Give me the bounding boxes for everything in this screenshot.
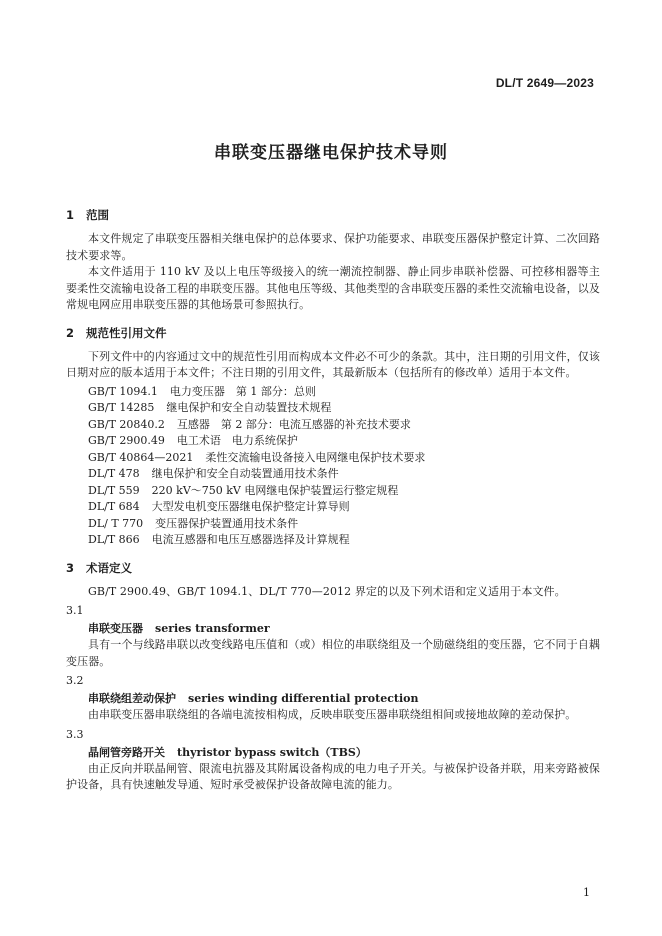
reference-code: DL/T 684	[88, 500, 140, 513]
reference-item	[88, 433, 600, 450]
reference-code: DL/T 478	[88, 467, 140, 480]
term-number: 3.2	[66, 674, 84, 687]
term-number: 3.1	[66, 604, 84, 617]
section-number: 1	[66, 208, 75, 222]
reference-title: 继电保护和安全自动装置技术规程	[166, 401, 332, 414]
reference-title: 电力变压器 第 1 部分：总则	[169, 384, 316, 398]
term-definition: 由正反向并联晶闸管、限流电抗器及其附属设备构成的电力电子开关。与被保护设备并联，用来旁路被保护设备，具有快速触发导通、短时承受被保护设备故障电流的能力。	[66, 761, 600, 791]
reference-code: DL/T 559	[88, 483, 140, 497]
reference-title: 大型发电机变压器继电保护整定计算导则	[151, 500, 350, 513]
section-title: 术语定义	[86, 560, 132, 575]
term-zh: 串联变压器	[88, 622, 143, 635]
reference-title: 电工术语 电力系统保护	[176, 434, 298, 447]
section-number: 3	[66, 560, 75, 575]
reference-code: GB/T 14285	[88, 401, 155, 414]
reference-code: GB/T 40864—2021	[88, 450, 194, 464]
scope-paragraph-2: 本文件适用于 110 kV 及以上电压等级接入的统一潮流控制器、静止同步串联补偿器、可控移相器等主要柔性交流输电设备工程的串联变压器。其他电压等级、其他类型的含串联变压器的柔性交流输电设备，以及常规电网应用串联变压器的其他场景可参照执行。	[66, 265, 600, 311]
reference-item	[88, 499, 600, 516]
reference-item	[88, 532, 600, 549]
reference-item	[88, 483, 600, 500]
reference-code: GB/T 20840.2	[88, 417, 165, 431]
section-title: 范围	[86, 208, 109, 222]
reference-title: 电流互感器和电压互感器选择及计算规程	[151, 533, 350, 546]
term-en: series transformer	[155, 622, 270, 635]
standard-code: DL/T 2649—2023	[495, 76, 594, 90]
term-number: 3.3	[66, 727, 84, 741]
terms-intro: GB/T 2900.49、GB/T 1094.1、DL/T 770—2012 界定的以及下列术语和定义适用于本文件。	[88, 584, 566, 598]
references-intro: 下列文件中的内容通过文中的规范性引用而构成本文件必不可少的条款。其中，注日期的引用文件，仅该日期对应的版本适用于本文件；不注日期的引用文件，其最新版本（包括所有的修改单）适用于本文件。	[66, 349, 600, 379]
term-definition: 由串联变压器串联绕组的各端电流按相构成，反映串联变压器串联绕组相间或接地故障的差动保护。	[88, 708, 577, 721]
term-zh: 串联绕组差动保护	[88, 692, 176, 705]
term-title	[88, 620, 600, 637]
reference-item	[88, 384, 600, 401]
section-3-heading	[66, 559, 600, 577]
reference-item	[88, 450, 600, 467]
section-2-heading	[66, 324, 600, 342]
scope-paragraph-1: 本文件规定了串联变压器相关继电保护的总体要求、保护功能要求、串联变压器保护整定计算、二次回路技术要求等。	[66, 232, 600, 262]
page-number: 1	[583, 886, 590, 899]
reference-code: GB/T 1094.1	[88, 384, 158, 398]
document-body	[66, 206, 600, 794]
term-title	[88, 690, 600, 707]
reference-list	[88, 384, 600, 549]
term-en: series winding differential protection	[188, 692, 419, 705]
reference-title: 柔性交流输电设备接入电网继电保护技术要求	[205, 450, 426, 464]
term-zh: 晶闸管旁路开关	[88, 745, 165, 759]
reference-code: DL/T 866	[88, 533, 140, 546]
reference-title: 220 kV～750 kV 电网继电保护装置运行整定规程	[151, 483, 399, 497]
reference-title: 继电保护和安全自动装置通用技术条件	[151, 467, 339, 480]
reference-title: 变压器保护装置通用技术条件	[155, 516, 299, 530]
document-title: 串联变压器继电保护技术导则	[214, 143, 448, 163]
section-title: 规范性引用文件	[86, 325, 167, 340]
reference-code: GB/T 2900.49	[88, 434, 165, 447]
section-1-heading	[66, 206, 600, 224]
term-title	[88, 744, 600, 761]
section-number: 2	[66, 325, 75, 340]
term-en: thyristor bypass switch（TBS）	[177, 745, 367, 759]
reference-item	[88, 417, 600, 434]
reference-item	[88, 400, 600, 417]
reference-title: 互感器 第 2 部分：电流互感器的补充技术要求	[176, 417, 411, 431]
reference-item	[88, 516, 600, 533]
reference-item	[88, 466, 600, 483]
reference-code: DL/ T 770	[88, 516, 144, 530]
term-definition: 具有一个与线路串联以改变线路电压值和（或）相位的串联绕组及一个励磁绕组的变压器，它不同于自耦变压器。	[66, 638, 600, 668]
